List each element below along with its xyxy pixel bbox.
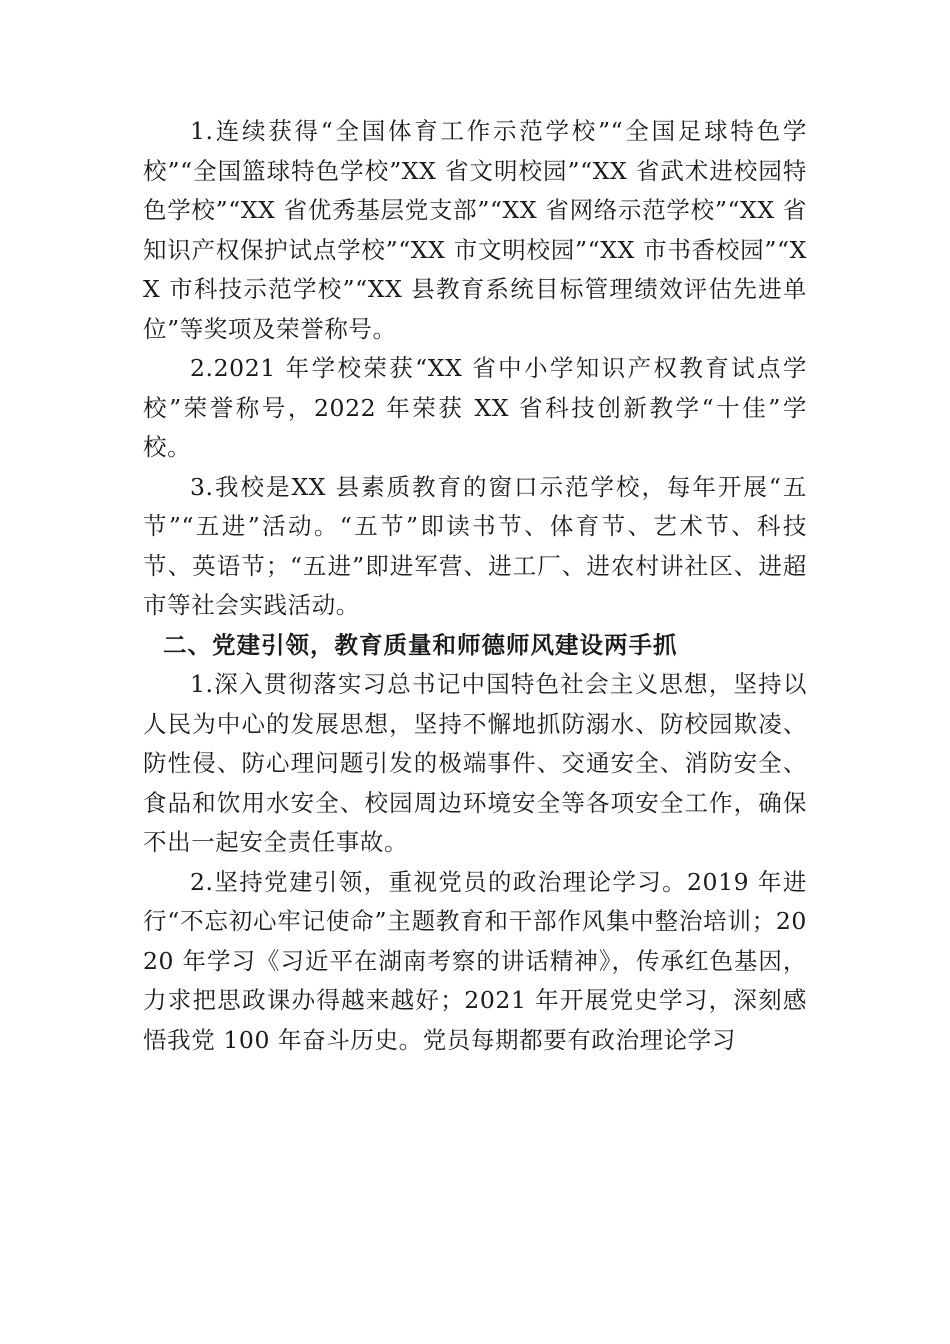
paragraph-safety-work: 1.深入贯彻落实习总书记中国特色社会主义思想，坚持以人民为中心的发展思想，坚持不懈地抓防溺水、防校园欺凌、防性侵、防心理问题引发的极端事件、交通安全、消防安全、食品和饮用水安全、校园周边环境安全等各项安全工作，确保不出一起安全责任事故。: [143, 670, 807, 856]
paragraph-quality-education: 3.我校是XX 县素质教育的窗口示范学校，每年开展“五节”“五进”活动。“五节”即读书节、体育节、艺术节、科技节、英语节；“五进”即进军营、进工厂、进农村讲社区、进超市等社会实践活动。: [143, 472, 807, 619]
paragraph-ip-education-award: 2.2021 年学校荣获“XX 省中小学知识产权教育试点学校”荣誉称号，2022 年荣获 XX 省科技创新教学“十佳”学校。: [143, 354, 807, 461]
paragraph-honors-list: 1.连续获得“全国体育工作示范学校”“全国足球特色学校”“全国篮球特色学校”XX 省文明校园”“XX 省武术进校园特色学校”“XX 省优秀基层党支部”“XX 省网络示范学校”“XX 省知识产权保护试点学校”“XX 市文明校园”“XX 市书香校园”“XX 市科技示范学校”“XX 县教育系统目标管理绩效评估先进单位”等奖项及荣誉称号。: [143, 117, 807, 343]
section-heading-party-building: 二、党建引领，教育质量和师德师风建设两手抓: [163, 630, 678, 659]
document-body: [143, 112, 807, 1060]
paragraph-political-study: 2.坚持党建引领，重视党员的政治理论学习。2019 年进行“不忘初心牢记使命”主题教育和干部作风集中整治培训；2020 年学习《习近平在湖南考察的讲话精神》，传承红色基因，力求把思政课办得越来越好；2021 年开展党史学习，深刻感悟我党 100 年奋斗历史。党员每期都要有政治理论学习: [143, 867, 807, 1054]
